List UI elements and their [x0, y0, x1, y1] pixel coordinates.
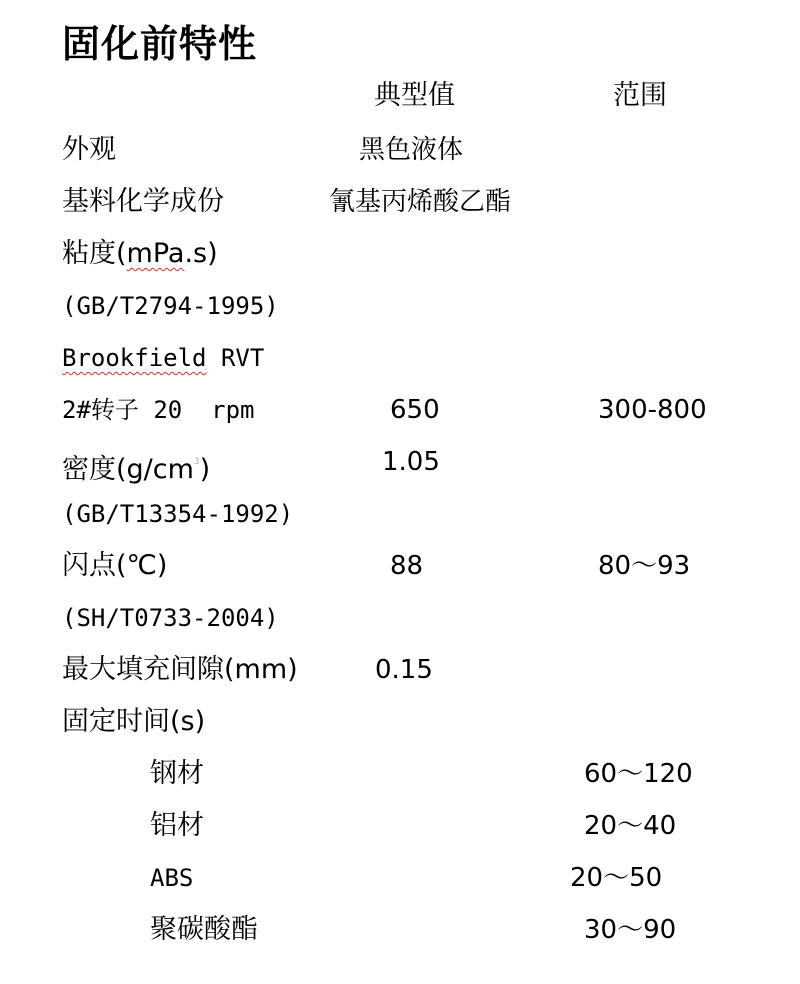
range-value: 80～93	[598, 551, 691, 581]
property-label: ABS	[150, 864, 194, 892]
property-label: (GB/T13354-1992)	[62, 500, 294, 528]
property-label: (GB/T2794-1995)	[62, 292, 279, 320]
property-row-viscometer	[0, 332, 800, 384]
property-row-density	[0, 436, 800, 488]
typical-value: 88	[390, 551, 424, 581]
property-row-spindle	[0, 384, 800, 436]
property-label: 最大填充间隙(mm)	[62, 654, 298, 685]
property-label: (SH/T0733-2004)	[62, 604, 279, 632]
property-label: 粘度(mPa.s)	[62, 238, 218, 269]
property-row-polycarbonate	[0, 904, 800, 956]
property-label: 外观	[62, 134, 116, 165]
property-row-flash-point-standard	[0, 592, 800, 644]
property-row-viscosity	[0, 228, 800, 280]
range-header: 范围	[613, 80, 667, 111]
typical-value-header: 典型值	[374, 80, 455, 111]
property-list	[0, 124, 800, 956]
property-row-max-gap	[0, 644, 800, 696]
property-row-viscosity-standard	[0, 280, 800, 332]
property-row-abs	[0, 852, 800, 904]
typical-value: 1.05	[382, 447, 440, 477]
property-row-aluminum	[0, 800, 800, 852]
property-label: 铝材	[150, 810, 204, 841]
property-label: 基料化学成份	[62, 186, 224, 217]
property-label: 钢材	[150, 758, 204, 789]
property-label: 闪点(℃)	[62, 550, 168, 581]
property-row-fixture-time	[0, 696, 800, 748]
property-row-steel	[0, 748, 800, 800]
range-value: 20～40	[584, 811, 677, 841]
typical-value: 0.15	[375, 655, 433, 685]
property-row-base-chemistry	[0, 176, 800, 228]
range-value: 300-800	[598, 395, 707, 425]
range-value: 20～50	[570, 863, 663, 893]
spellcheck-underline: mPa	[126, 238, 185, 269]
property-label: Brookfield RVT	[62, 344, 265, 372]
property-label: 聚碳酸酯	[150, 914, 258, 945]
property-label: 固定时间(s)	[62, 706, 206, 737]
property-row-density-standard	[0, 488, 800, 540]
property-label: 密度$(g/cm^3)$	[62, 454, 211, 485]
spellcheck-underline: Brookfield	[62, 344, 207, 372]
range-value: 30～90	[584, 915, 677, 945]
property-row-flash-point	[0, 540, 800, 592]
typical-value: 黑色液体	[359, 135, 464, 165]
section-title: 固化前特性	[62, 22, 258, 66]
typical-value: 650	[390, 395, 440, 425]
property-row-appearance	[0, 124, 800, 176]
property-label: 2#转子 20 rpm	[62, 396, 255, 424]
range-value: 60～120	[584, 759, 693, 789]
typical-value: 氰基丙烯酸乙酯	[329, 187, 512, 217]
